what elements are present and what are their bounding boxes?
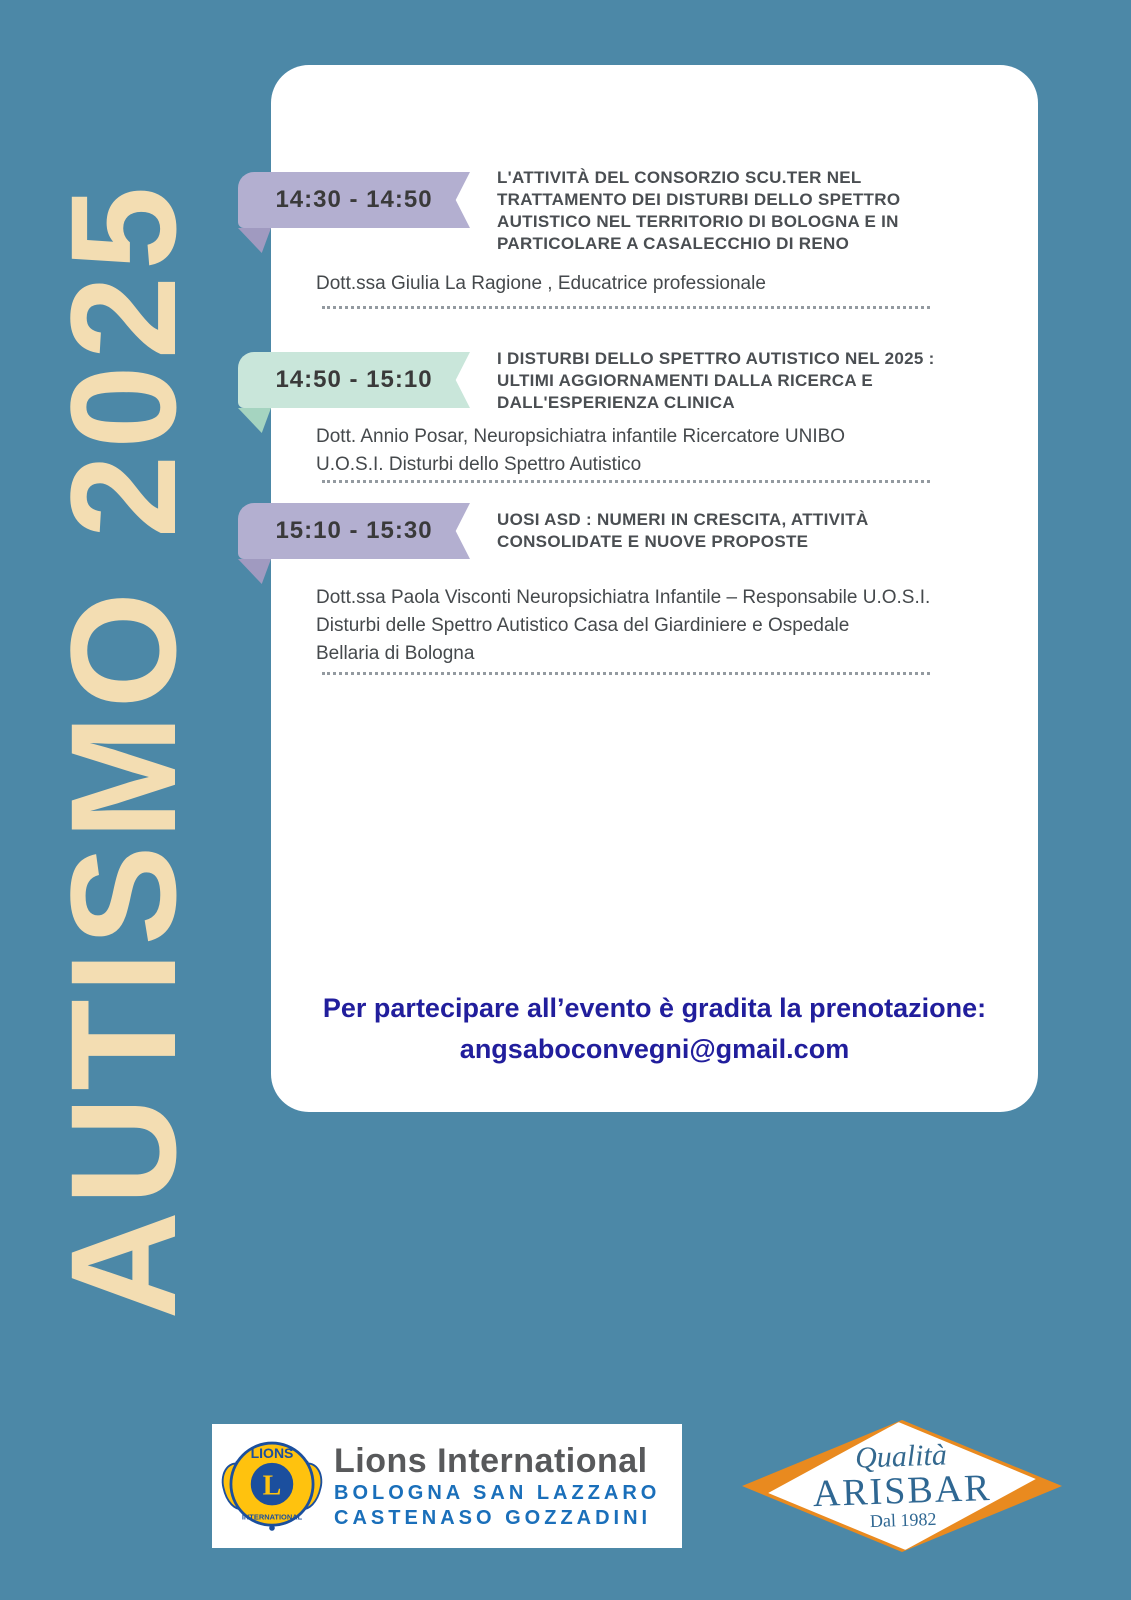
time-ribbon-1: [238, 172, 470, 228]
speaker-line: U.O.S.I. Disturbi dello Spettro Autistico: [316, 454, 642, 475]
speaker-line: Dott.ssa Paola Visconti Neuropsichiatra Infantile – Responsabile U.O.S.I.: [316, 587, 931, 608]
talk-title-3: [497, 509, 869, 553]
talk-speaker-3: [316, 584, 930, 668]
lions-city-line-2: CASTENASO GOZZADINI: [334, 1507, 652, 1529]
ribbon-fold: [238, 228, 271, 253]
time-label-3: 15:10 - 15:30: [275, 517, 433, 544]
talk-title-line: DALL'ESPERIENZA CLINICA: [497, 393, 735, 412]
speaker-line: Dott. Annio Posar, Neuropsichiatra infantile Ricercatore UNIBO: [316, 426, 846, 447]
lions-logo-box: [212, 1424, 682, 1548]
time-label-1: 14:30 - 14:50: [275, 186, 433, 213]
arisbar-quality-script: Qualità: [854, 1438, 948, 1475]
lions-city-line-1: BOLOGNA SAN LAZZARO: [334, 1482, 661, 1504]
speaker-line: Bellaria di Bologna: [316, 643, 475, 664]
talk-title-line: CONSOLIDATE E NUOVE PROPOSTE: [497, 532, 809, 551]
speaker-line: Dott.ssa Giulia La Ragione , Educatrice professionale: [316, 273, 766, 294]
dotted-separator: [322, 480, 930, 483]
lions-emblem-top-text: LIONS: [250, 1445, 294, 1461]
ribbon-fold: [238, 559, 271, 584]
lions-emblem-bottom-text: INTERNATIONAL: [241, 1512, 303, 1522]
reservation-text: Per partecipare all’evento è gradita la prenotazione:: [322, 993, 987, 1023]
lions-emblem-icon: [216, 1430, 328, 1542]
talk-title-2: [497, 348, 935, 414]
lions-name: Lions International: [334, 1442, 648, 1480]
time-ribbon-2: [238, 352, 470, 408]
time-label-2: 14:50 - 15:10: [275, 366, 433, 393]
talk-title-line: L'ATTIVITÀ DEL CONSORZIO SCU.TER NEL: [497, 168, 862, 187]
vertical-event-title: AUTISMO 2025: [39, 180, 207, 1320]
dotted-separator: [322, 672, 930, 675]
talk-title-line: ULTIMI AGGIORNAMENTI DALLA RICERCA E: [497, 371, 873, 390]
talk-title-line: PARTICOLARE A CASALECCHIO DI RENO: [497, 234, 850, 253]
arisbar-name: ARISBAR: [812, 1466, 993, 1516]
lions-emblem-letter: L: [262, 1470, 282, 1502]
arisbar-logo: [742, 1420, 1062, 1552]
talk-speaker-2: [316, 423, 845, 479]
ribbon-fold: [238, 408, 271, 433]
talk-title-1: [497, 167, 900, 255]
talk-title-line: I DISTURBI DELLO SPETTRO AUTISTICO NEL 2025 :: [497, 349, 935, 368]
time-ribbon-3: [238, 503, 470, 559]
reservation-note: [271, 988, 1038, 1070]
talk-speaker-1: [316, 270, 766, 298]
talk-title-line: AUTISTICO NEL TERRITORIO DI BOLOGNA E IN: [497, 212, 899, 231]
talk-title-line: UOSI ASD : NUMERI IN CRESCITA, ATTIVITÀ: [497, 510, 869, 529]
reservation-email: angsaboconvegni@gmail.com: [459, 1034, 850, 1064]
arisbar-since: Dal 1982: [869, 1508, 937, 1532]
speaker-line: Disturbi delle Spettro Autistico Casa del Giardiniere e Ospedale: [316, 615, 850, 636]
dotted-separator: [322, 306, 930, 309]
talk-title-line: TRATTAMENTO DEI DISTURBI DELLO SPETTRO: [497, 190, 901, 209]
